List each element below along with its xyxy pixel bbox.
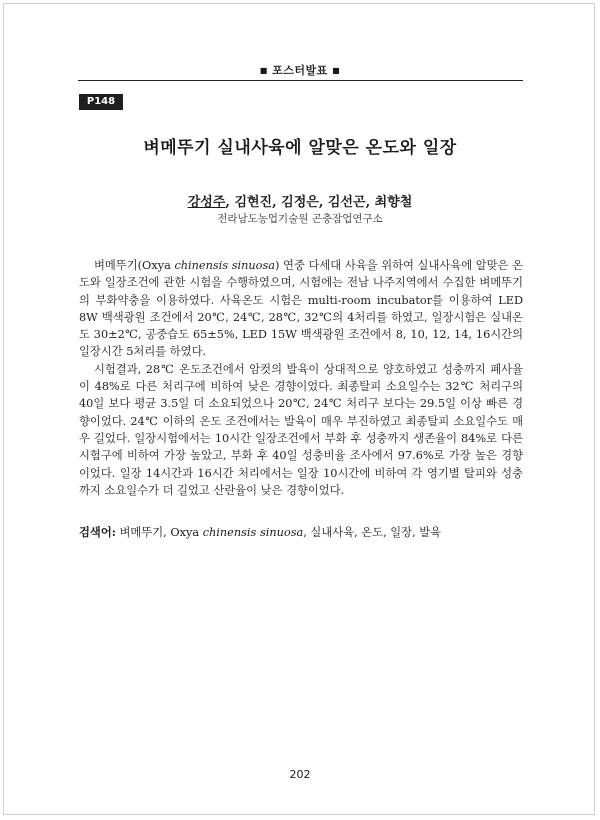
page-number: 202 xyxy=(289,768,311,781)
abstract-body xyxy=(79,257,523,499)
header-rule xyxy=(78,80,523,81)
square-bullet-icon: ■ xyxy=(332,66,341,75)
square-bullet-icon: ■ xyxy=(259,66,268,75)
abstract-paragraph-1 xyxy=(79,257,523,361)
poster-id-badge: P148 xyxy=(79,94,123,110)
text-run: ) 연중 다세대 사육을 위하여 실내사육에 알맞은 온도와 일장조건에 관한 시험을 수행하였으며, 시험에는 전남 나주지역에서 수집한 벼메뚜기의 부화약충을 이용하였다. 사육온도 시험은 multi-room incubator를 이용하여 LED 8W 백색광원 조건에서 20℃, 24℃, 28℃, 32℃의 4처리를 하였고, 일장시험은 실내온도 30±2℃, 공중습도 65±5%, LED 15W 백색광원 조건에서 8, 10, 12, 14, 16시간의 일장시간 5처리를 하였다. xyxy=(79,259,523,359)
abstract-paragraph-2: 시험결과, 28℃ 온도조건에서 암컷의 발육이 상대적으로 양호하였고 성충까지 폐사율이 48%로 다른 처리구에 비하여 낮은 경향이었다. 최종탈피 소요일수는 32℃ 처리구의 40일 보다 평균 3.5일 더 소요되었으나 20℃, 24℃ 처리구 보다는 29.5일 이상 빠른 경향이었다. 24℃ 이하의 온도 조건에서는 발육이 매우 부진하였고 최종탈피 소요일수도 매우 길었다. 일장시험에서는 10시간 일장조건에서 부화 후 성충까지 생존율이 84%로 다른 시험구에 비하여 가장 높았고, 부화 후 40일 성충비율 조사에서 97.6%로 가장 높은 경향이었다. 일장 14시간과 16시간 처리에서는 일장 10시간에 비하여 각 영기별 탈피와 성충까지 소요일수가 더 길었고 산란율이 낮은 경향이었다. xyxy=(79,362,523,497)
keywords-label: 검색어: xyxy=(79,525,116,539)
co-authors: , 김현진, 김정은, 김선곤, 최향철 xyxy=(225,195,413,210)
text-run: 벼메뚜기(Oxya xyxy=(94,259,175,272)
keywords xyxy=(79,524,523,541)
text-run: 벼메뚜기, Oxya xyxy=(115,526,203,539)
author-list xyxy=(0,191,600,210)
paper-title: 벼메뚜기 실내사육에 알맞은 온도와 일장 xyxy=(143,138,457,158)
section-header xyxy=(0,62,600,78)
text-run: , 실내사육, 온도, 일장, 발육 xyxy=(303,526,442,539)
species-name: chinensis sinuosa xyxy=(202,526,304,539)
species-name: chinensis sinuosa xyxy=(174,259,276,272)
presenting-author: 강성주 xyxy=(187,195,226,210)
section-label: 포스터발표 xyxy=(272,64,328,77)
affiliation: 전라남도농업기술원 곤충잠업연구소 xyxy=(217,213,383,225)
